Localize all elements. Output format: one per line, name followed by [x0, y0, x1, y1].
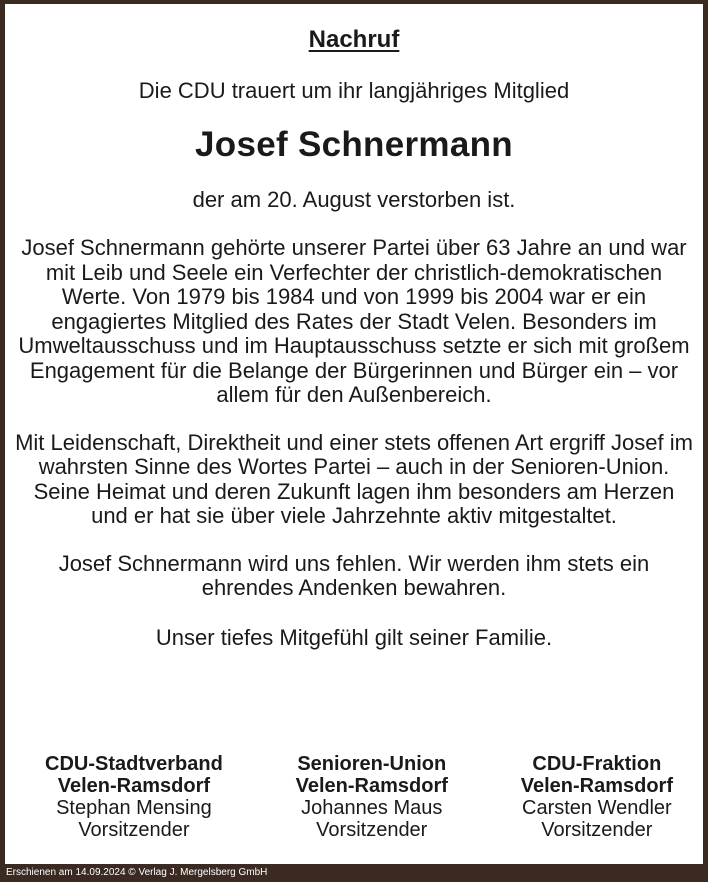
signature-org-line1: CDU-Fraktion — [532, 753, 662, 775]
publication-footer: Erschienen am 14.09.2024 © Verlag J. Mergelsberg GmbH — [0, 864, 708, 882]
signature-role: Vorsitzender — [316, 819, 428, 841]
signature-person: Johannes Maus — [301, 797, 443, 819]
condolence-line: Unser tiefes Mitgefühl gilt seiner Familie. — [155, 624, 553, 650]
signature-role: Vorsitzender — [78, 819, 190, 841]
deceased-name: Josef Schnermann — [195, 125, 513, 164]
signature-org-line2: Velen-Ramsdorf — [295, 775, 448, 797]
signature-org-line1: Senioren-Union — [297, 753, 447, 775]
paragraph-engagement: Mit Leidenschaft, Direktheit und einer stets offenen Art ergriff Josef im wahrsten Sinne des Wortes Partei – auch in der Senioren-Union. Seine Heimat und deren Zukunft lagen ihm besonders am Herzen und er hat sie über viele Jahrzehnte aktiv mitgestaltet. — [15, 429, 693, 528]
signature-senioren-union — [296, 753, 448, 841]
death-date-line: der am 20. August verstorben ist. — [192, 187, 516, 212]
paragraph-biography: Josef Schnermann gehörte unserer Partei über 63 Jahre an und war mit Leib und Seele ein Verfechter der christlich-demokratischen Werte. Von 1979 bis 1984 und von 1999 bis 2004 war er ein engagiertes Mitglied des Rates der Stadt Velen. Besonders im Umweltausschuss und im Hauptausschuss setzte er sich mit großem Engagement für die Belange der Bürgerinnen und Bürger ein – vor allem für den Außenbereich. — [18, 235, 690, 407]
signature-person: Stephan Mensing — [56, 797, 212, 819]
paragraph-farewell: Josef Schnermann wird uns fehlen. Wir werden ihm stets ein ehrendes Andenken bewahren. — [58, 550, 650, 600]
obituary-content — [5, 4, 703, 651]
signature-person: Carsten Wendler — [522, 797, 672, 819]
signature-org-line1: CDU-Stadtverband — [45, 753, 223, 775]
signature-block — [5, 753, 703, 841]
signature-org-line2: Velen-Ramsdorf — [57, 775, 211, 797]
obituary-heading: Nachruf — [308, 26, 400, 53]
signature-stadtverband — [45, 753, 223, 841]
intro-line: Die CDU trauert um ihr langjähriges Mitglied — [138, 78, 570, 103]
signature-role: Vorsitzender — [541, 819, 653, 841]
signature-fraktion — [521, 753, 673, 841]
signature-org-line2: Velen-Ramsdorf — [520, 775, 673, 797]
